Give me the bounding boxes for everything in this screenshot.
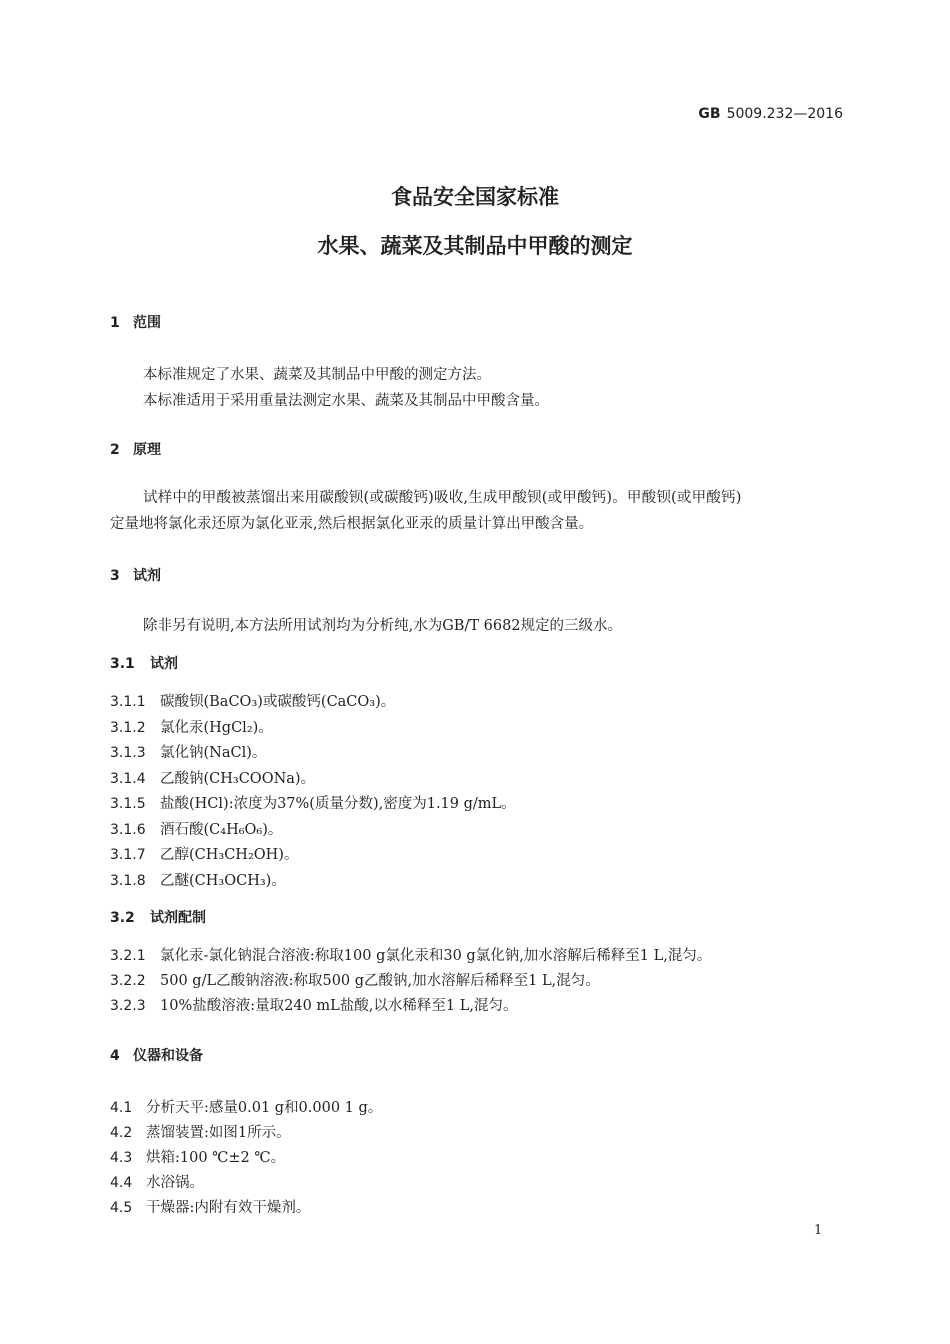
- paragraph: 本标准适用于采用重量法测定水果、蔬菜及其制品中甲酸含量。: [143, 393, 549, 409]
- list-item: [110, 744, 266, 762]
- item-number: 3.1.8: [110, 872, 146, 889]
- section-3-1-heading: 3.1 试剂: [110, 656, 178, 672]
- item-number: 3.2.2: [110, 973, 146, 989]
- paragraph: 试样中的甲酸被蒸馏出来用碳酸钡(或碳酸钙)吸收,生成甲酸钡(或甲酸钙)。甲酸钡(或甲酸钙): [143, 490, 742, 506]
- item-number: 4.4: [110, 1175, 133, 1191]
- item-number: 3.1.7: [110, 847, 146, 863]
- item-number: 3.1.2: [110, 719, 146, 736]
- list-item: [110, 997, 517, 1015]
- item-text: 酒石酸(C₄H₆O₆)。: [160, 821, 283, 838]
- list-item: [110, 1099, 382, 1117]
- item-number: 3.1.5: [110, 796, 146, 812]
- list-item: [110, 872, 286, 890]
- item-text: 氯化钠(NaCl)。: [160, 745, 267, 761]
- list-item: [110, 1199, 310, 1217]
- document-subtitle: 水果、蔬菜及其制品中甲酸的测定: [317, 234, 633, 258]
- item-text: 氯化汞-氯化钠混合溶液:称取100 g氯化汞和30 g氯化钠,加水溶解后稀释至1 L,混匀。: [160, 948, 712, 964]
- item-number: 4.3: [110, 1150, 133, 1166]
- item-number: 3.2.3: [110, 998, 146, 1014]
- item-text: 分析天平:感量0.01 g和0.000 1 g。: [146, 1100, 383, 1116]
- list-item: [110, 947, 711, 965]
- item-text: 蒸馏装置:如图1所示。: [146, 1125, 291, 1141]
- list-item: [110, 972, 600, 990]
- item-number: 3.2.1: [110, 948, 146, 964]
- item-text: 500 g/L乙酸钠溶液:称取500 g乙酸钠,加水溶解后稀释至1 L,混匀。: [160, 973, 600, 989]
- section-3-2-heading: 3.2 试剂配制: [110, 910, 206, 926]
- list-item: [110, 693, 395, 711]
- list-item: [110, 719, 273, 737]
- section-1-heading: 1 范围: [110, 315, 161, 331]
- item-text: 乙醚(CH₃OCH₃)。: [160, 872, 286, 889]
- document-title: 食品安全国家标准: [391, 185, 559, 209]
- list-item: [110, 1149, 285, 1167]
- section-2-heading: 2 原理: [110, 442, 161, 458]
- item-text: 烘箱:100 ℃±2 ℃。: [146, 1150, 286, 1166]
- list-item: [110, 770, 315, 788]
- section-4-heading: 4 仪器和设备: [110, 1048, 203, 1064]
- list-item: [110, 846, 298, 864]
- item-text: 乙酸钠(CH₃COONa)。: [160, 770, 316, 787]
- item-text: 盐酸(HCl):浓度为37%(质量分数),密度为1.19 g/mL。: [160, 796, 516, 812]
- item-number: 4.5: [110, 1200, 133, 1216]
- list-item: [110, 795, 516, 813]
- item-number: 4.1: [110, 1100, 133, 1116]
- list-item: [110, 1124, 291, 1142]
- item-text: 10%盐酸溶液:量取240 mL盐酸,以水稀释至1 L,混匀。: [160, 998, 518, 1014]
- page-number: 1: [814, 1223, 823, 1238]
- standard-code: 5009.232—2016: [726, 106, 843, 122]
- list-item: [110, 821, 282, 839]
- list-item: [110, 1174, 204, 1192]
- paragraph: 本标准规定了水果、蔬菜及其制品中甲酸的测定方法。: [143, 367, 491, 383]
- item-number: 3.1.3: [110, 745, 146, 761]
- paragraph: 除非另有说明,本方法所用试剂均为分析纯,水为GB/T 6682规定的三级水。: [143, 618, 623, 634]
- item-text: 乙醇(CH₃CH₂OH)。: [160, 847, 299, 863]
- item-number: 3.1.1: [110, 694, 146, 710]
- item-text: 水浴锅。: [146, 1175, 204, 1191]
- item-text: 氯化汞(HgCl₂)。: [160, 719, 273, 736]
- item-number: 3.1.6: [110, 821, 146, 838]
- item-text: 干燥器:内附有效干燥剂。: [146, 1200, 311, 1216]
- item-number: 3.1.4: [110, 770, 146, 787]
- standard-prefix: GB: [698, 106, 721, 122]
- standard-number: [698, 106, 843, 122]
- paragraph: 定量地将氯化汞还原为氯化亚汞,然后根据氯化亚汞的质量计算出甲酸含量。: [110, 516, 594, 532]
- item-text: 碳酸钡(BaCO₃)或碳酸钙(CaCO₃)。: [160, 694, 396, 710]
- item-number: 4.2: [110, 1125, 133, 1141]
- section-3-heading: 3 试剂: [110, 568, 161, 584]
